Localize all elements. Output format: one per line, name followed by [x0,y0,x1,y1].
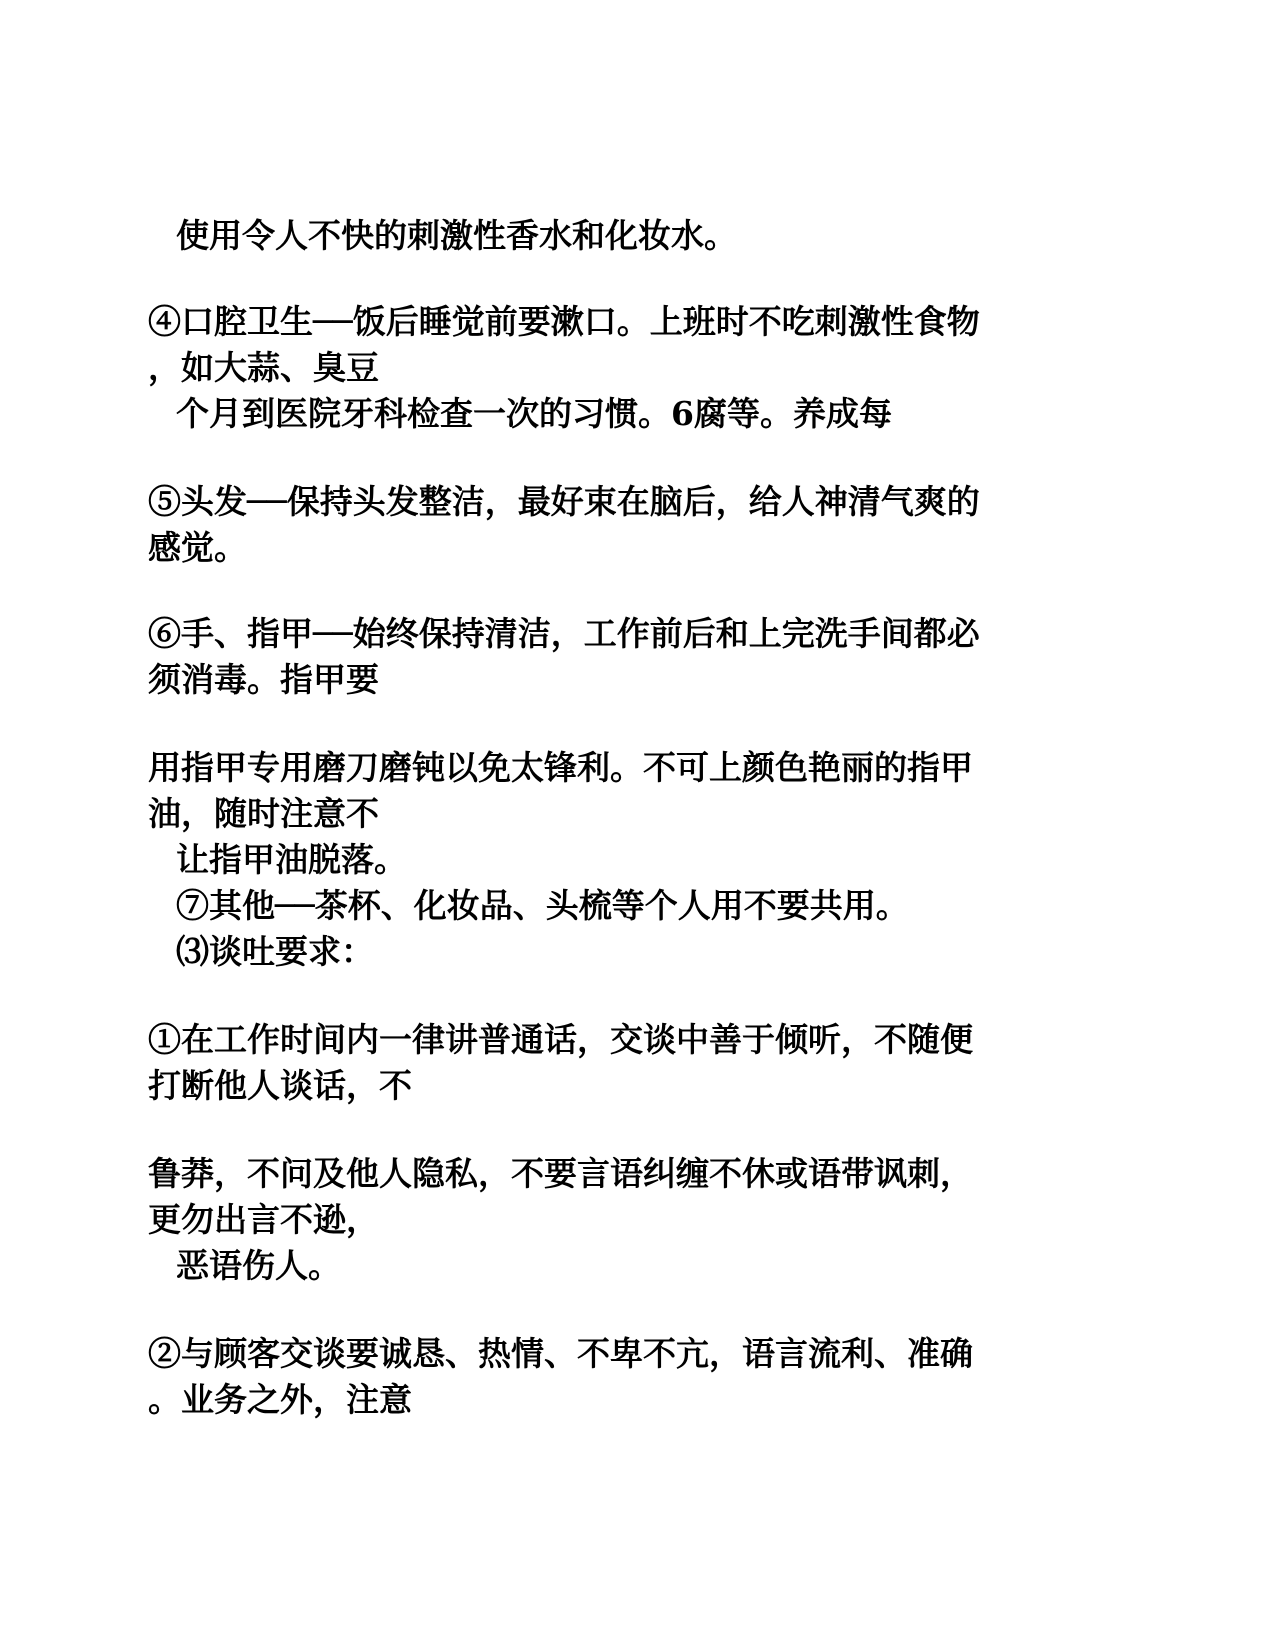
text-line: ⑤头发──保持头发整洁，最好束在脑后，给人神清气爽的 [148,482,980,521]
text-line: 更勿出言不逊， [148,1200,379,1239]
text-line: 恶语伤人。 [176,1246,341,1285]
text-line: 感觉。 [148,528,247,567]
text-line: ①在工作时间内一律讲普通话，交谈中善于倾听，不随便 [148,1020,973,1059]
text-line: ⑥手、指甲──始终保持清洁，工作前后和上完洗手间都必 [148,614,980,653]
text-line: 油，随时注意不 [148,794,379,833]
text-line: 须消毒。指甲要 [148,660,379,699]
text-line: ，如大蒜、臭豆 [148,348,379,387]
text-line: ⑦其他──茶杯、化妆品、头梳等个人用不要共用。 [176,886,909,925]
text-line: 。业务之外，注意 [148,1380,412,1419]
text-line: ④口腔卫生──饭后睡觉前要漱口。上班时不吃刺激性食物 [148,302,980,341]
text-line: 让指甲油脱落。 [176,840,407,879]
text-line: 个月到医院牙科检查一次的习惯。6腐等。养成每 [176,394,892,433]
text-line: ②与顾客交谈要诚恳、热情、不卑不亢，语言流利、准确 [148,1334,973,1373]
text-line: 打断他人谈话，不 [148,1066,412,1105]
text-line: 鲁莽，不问及他人隐私，不要言语纠缠不休或语带讽刺， [148,1154,973,1193]
text-line: 使用令人不快的刺激性香水和化妆水。 [176,216,737,255]
text-line: 用指甲专用磨刀磨钝以免太锋利。不可上颜色艳丽的指甲 [148,748,973,787]
text-line: ⑶谈吐要求： [176,932,374,971]
